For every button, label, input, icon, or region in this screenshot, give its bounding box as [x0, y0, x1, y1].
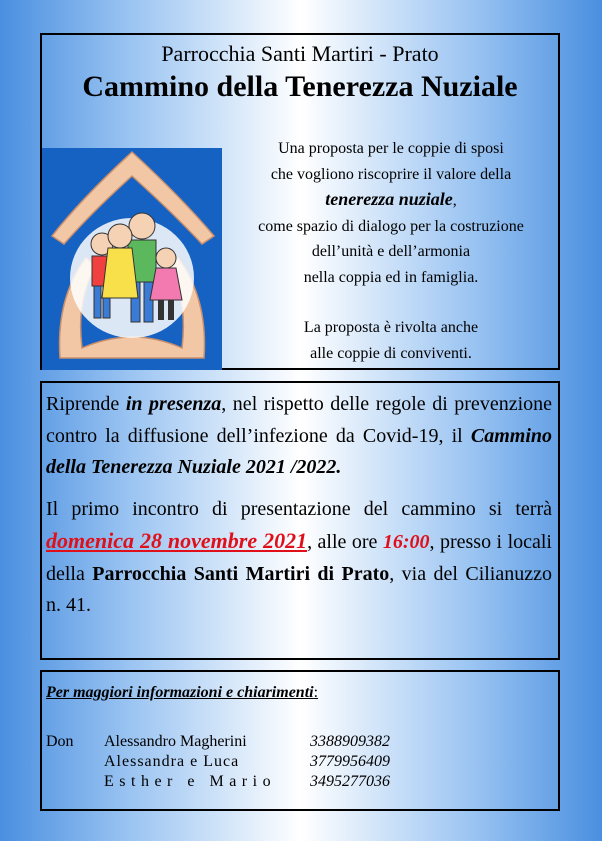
contact-name: Alessandro Magherini — [104, 733, 247, 750]
contacts-box — [40, 670, 560, 811]
intro-line: come spazio di dialogo per la costruzione — [258, 217, 524, 235]
intro-line: nella coppia ed in famiglia. — [303, 268, 479, 286]
intro-line: alle coppie di conviventi. — [310, 344, 472, 362]
text-run: , nel rispetto delle regole di prevenzione contro la diffusione dell’infezione da Covid-19, il — [46, 393, 552, 447]
event-place: Parrocchia Santi Martiri di Prato — [92, 562, 390, 585]
intro-line: che vogliono riscoprire il valore della — [270, 165, 512, 183]
header-box — [40, 33, 560, 370]
text-run: , presso i locali della — [46, 531, 552, 585]
contacts-heading — [46, 684, 318, 702]
text-run: , via del Cilianuzzo n. 41. — [46, 562, 552, 616]
announcement-text — [46, 389, 552, 622]
intro-emphasis-line — [228, 187, 554, 214]
page-title: Cammino della Tenerezza Nuziale — [82, 70, 518, 103]
event-date: domenica 28 novembre 2021 — [46, 528, 308, 553]
contact-title: Don — [46, 733, 74, 750]
text-run: , alle ore — [307, 531, 383, 553]
intro-text — [228, 136, 554, 366]
contact-phone: 3388909382 — [310, 733, 390, 750]
contact-name: Alessandra e Luca — [104, 753, 240, 770]
announcement-paragraph-2 — [46, 494, 552, 622]
parish-name: Parrocchia Santi Martiri - Prato — [161, 41, 439, 66]
contacts-heading-text: Per maggiori informazioni e chiarimenti — [46, 684, 314, 701]
intro-spacer — [228, 290, 554, 315]
contact-phone: 3495277036 — [310, 773, 390, 790]
intro-comma: , — [452, 192, 457, 209]
intro-line: dell’unità e dell’armonia — [311, 243, 471, 260]
in-presence-emphasis: in presenza — [125, 393, 222, 415]
contacts-heading-colon: : — [313, 684, 319, 701]
intro-line: La proposta è rivolta anche — [303, 319, 479, 336]
event-time: 16:00 — [382, 531, 430, 553]
contact-phone: 3779956409 — [310, 753, 390, 770]
family-hands-illustration — [42, 148, 222, 370]
announcement-paragraph-1 — [46, 389, 552, 484]
text-run: Riprende — [46, 393, 126, 415]
intro-emphasis: tenerezza nuziale — [325, 189, 453, 209]
contact-name: Esther e Mario — [104, 773, 277, 790]
family-illustration-svg — [42, 148, 222, 370]
text-run: Il primo incontro di presentazione del cammino si terrà — [46, 497, 552, 520]
announcement-box — [40, 381, 560, 660]
intro-line: Una proposta per le coppie di sposi — [278, 140, 504, 157]
program-name-emphasis: Cammino della Tenerezza Nuziale 2021 /2022. — [46, 424, 552, 478]
